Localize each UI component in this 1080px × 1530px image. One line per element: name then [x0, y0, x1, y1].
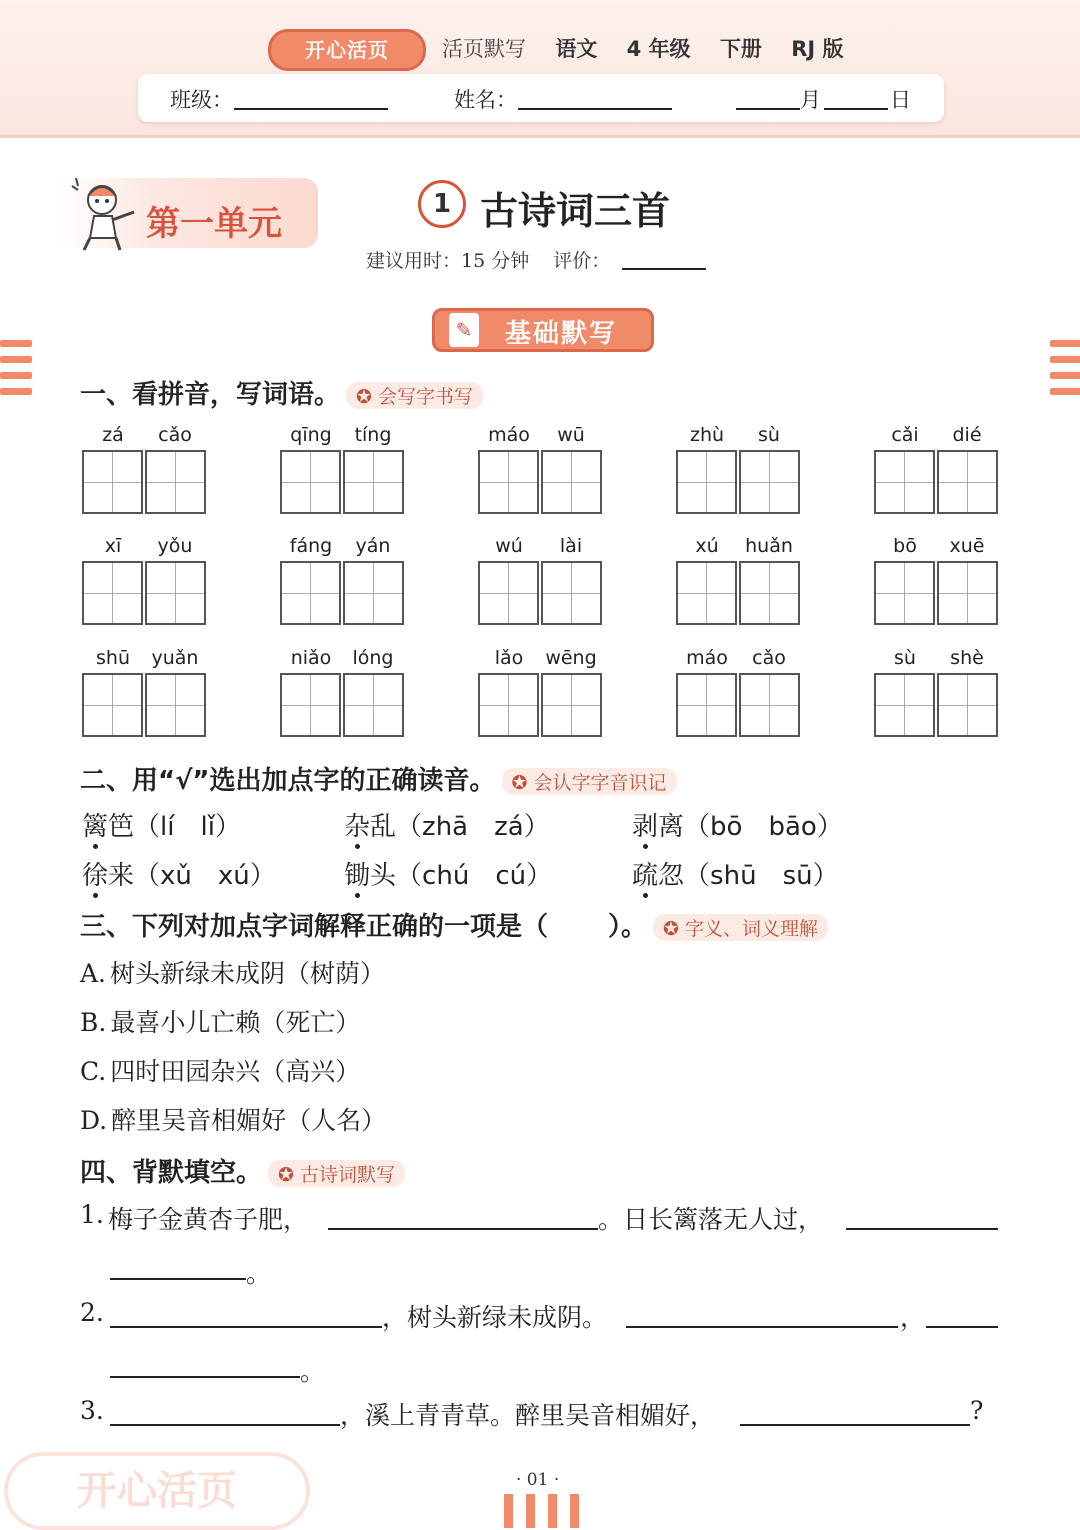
- tianzige-writing-box[interactable]: [739, 673, 800, 737]
- q4-line2-blank-3[interactable]: [926, 1326, 998, 1328]
- suggested-time: 建议用时：15 分钟: [366, 250, 530, 272]
- q4-heading-text: 四、背默填空。: [80, 1158, 263, 1188]
- pinyin-option-a[interactable]: lí: [160, 812, 175, 842]
- pinyin-label: xī: [104, 535, 122, 557]
- pinyin-option-a[interactable]: zhā: [422, 812, 469, 842]
- q3-option-letter: A.: [80, 959, 107, 988]
- pinyin-word-box: [874, 535, 1000, 627]
- q4-line2-blank-2[interactable]: [626, 1326, 898, 1328]
- tianzige-writing-box[interactable]: [676, 561, 737, 625]
- pinyin-word-box: [280, 424, 406, 516]
- tianzige-writing-box[interactable]: [874, 561, 935, 625]
- pinyin-option-a[interactable]: shū: [710, 861, 757, 891]
- pinyin-label: cǎi: [891, 424, 919, 446]
- pinyin-label: yǒu: [157, 535, 193, 557]
- pinyin-word-box: [478, 535, 604, 627]
- pinyin-word-box: [82, 647, 208, 739]
- evaluation-label: 评价：: [553, 250, 611, 272]
- lesson-meta: [366, 246, 610, 273]
- q1-heading: [80, 374, 483, 411]
- pinyin-label: niǎo: [290, 647, 332, 669]
- tianzige-writing-box[interactable]: [937, 673, 998, 737]
- pronunciation-choice: 疏忽（shū sū）: [632, 861, 839, 891]
- tianzige-writing-box[interactable]: [82, 673, 143, 737]
- q4-line2-num: 2.: [80, 1298, 104, 1327]
- q4-heading: [80, 1152, 405, 1189]
- tianzige-writing-box[interactable]: [874, 450, 935, 514]
- q4-line2-blank-1[interactable]: [110, 1326, 382, 1328]
- tianzige-writing-box[interactable]: [145, 450, 206, 514]
- tianzige-writing-box[interactable]: [145, 561, 206, 625]
- q2-tag-text: 会认字字音识记: [533, 772, 667, 794]
- section-title: 基础默写: [505, 319, 618, 349]
- pinyin-word-box: [478, 647, 604, 739]
- pinyin-word-box: [676, 424, 802, 516]
- q4-tag-text: 古诗词默写: [299, 1164, 395, 1186]
- pinyin-label: yán: [355, 535, 391, 557]
- pinyin-label: xú: [695, 535, 719, 557]
- pinyin-option-b[interactable]: zá: [494, 812, 524, 842]
- q4-line2-end: 。: [300, 1357, 326, 1386]
- name-label: 姓名：: [454, 88, 517, 112]
- section-badge: [432, 308, 654, 352]
- q4-line1-blank-1[interactable]: [328, 1228, 598, 1230]
- lesson-title: 古诗词三首: [480, 189, 671, 233]
- pinyin-label: máo: [686, 647, 728, 669]
- pinyin-label: qīng: [290, 424, 332, 446]
- tianzige-writing-box[interactable]: [82, 561, 143, 625]
- pronunciation-choice: 剥离（bō bāo）: [632, 812, 843, 842]
- volume: 下册: [719, 37, 762, 61]
- pinyin-label: zá: [102, 424, 124, 446]
- grade: 4 年级: [626, 37, 691, 61]
- pinyin-option-b[interactable]: sū: [782, 861, 813, 891]
- dotted-character: 剥: [632, 812, 659, 842]
- tianzige-writing-box[interactable]: [478, 673, 539, 737]
- q2-heading: [80, 760, 677, 797]
- word-character: 来: [108, 861, 135, 891]
- pinyin-label: tíng: [354, 424, 392, 446]
- day-field[interactable]: [824, 108, 888, 110]
- pinyin-word-box: [676, 535, 802, 627]
- tianzige-writing-box[interactable]: [478, 450, 539, 514]
- pinyin-label: lài: [559, 535, 583, 557]
- q3-heading-end: ）。: [608, 912, 648, 942]
- subject: 语文: [555, 37, 598, 61]
- word-character: 离: [658, 812, 685, 842]
- q3-option-text: 四时田园杂兴: [110, 1057, 261, 1086]
- pinyin-label: fáng: [289, 535, 333, 557]
- pinyin-label: dié: [952, 424, 982, 446]
- tianzige-writing-box[interactable]: [280, 561, 341, 625]
- q1-tag: ✪ 会写字书写: [346, 382, 483, 409]
- dotted-character: 徐: [82, 861, 109, 891]
- q3-option-letter: D.: [80, 1106, 108, 1135]
- pinyin-word-box: [874, 647, 1000, 739]
- tianzige-writing-box[interactable]: [478, 561, 539, 625]
- pinyin-label: shū: [96, 647, 130, 669]
- class-label: 班级：: [170, 88, 233, 112]
- evaluation-field[interactable]: [622, 268, 706, 270]
- q3-option-note: （死亡）: [260, 1008, 361, 1037]
- tianzige-writing-box[interactable]: [343, 561, 404, 625]
- q4-line3-blank-2[interactable]: [740, 1424, 970, 1426]
- word-character: 忽: [658, 861, 685, 891]
- tianzige-writing-box[interactable]: [541, 450, 602, 514]
- pinyin-label: lǎo: [494, 647, 524, 669]
- pinyin-label: yuǎn: [151, 647, 199, 669]
- q3-heading: [80, 906, 828, 943]
- q3-option-letter: B.: [80, 1008, 107, 1037]
- pinyin-label: wū: [557, 424, 585, 446]
- word-character: 乱: [370, 812, 397, 842]
- q1-heading-text: 一、看拼音，写词语。: [80, 380, 341, 410]
- edition: RJ 版: [791, 37, 844, 61]
- pinyin-option-a[interactable]: xǔ: [160, 861, 192, 891]
- tianzige-writing-box[interactable]: [937, 450, 998, 514]
- tianzige-writing-box[interactable]: [676, 450, 737, 514]
- pronunciation-choice: 杂乱（zhā zá）: [344, 812, 550, 842]
- q4-line2-text-b: ，: [900, 1303, 926, 1332]
- q4-line3-end: ?: [970, 1396, 984, 1425]
- q4-line3-text-a: ，溪上青青草。醉里吴音相媚好，: [340, 1401, 716, 1430]
- q3-tag: ✪ 字义、词义理解: [653, 914, 828, 941]
- tianzige-writing-box[interactable]: [343, 673, 404, 737]
- header-meta: [442, 33, 865, 63]
- brand-logo: 开心活页: [268, 29, 426, 71]
- unit-label: 第一单元: [146, 204, 282, 244]
- pinyin-label: bō: [893, 535, 917, 557]
- pinyin-label: sù: [894, 647, 916, 669]
- q4-line1-blank-3[interactable]: [110, 1278, 246, 1280]
- q4-line3-num: 3.: [80, 1396, 104, 1425]
- pinyin-word-box: [280, 647, 406, 739]
- right-edge-marks: [1050, 340, 1080, 404]
- q2-tag: ✪ 会认字字音识记: [502, 768, 677, 795]
- q4-line1-text-b: 。日长篱落无人过，: [598, 1205, 824, 1234]
- pinyin-word-box: [280, 535, 406, 627]
- pinyin-label: cǎo: [752, 647, 786, 669]
- q3-option-text: 树头新绿未成阴: [110, 959, 286, 988]
- tianzige-writing-box[interactable]: [874, 673, 935, 737]
- q3-option[interactable]: [80, 954, 385, 990]
- pinyin-word-box: [478, 424, 604, 516]
- page-number: · 01 ·: [516, 1470, 560, 1490]
- lesson-number: 1: [418, 180, 466, 228]
- pinyin-label: sù: [758, 424, 780, 446]
- pinyin-word-box: [676, 647, 802, 739]
- word-character: 笆: [108, 812, 135, 842]
- name-field[interactable]: [518, 108, 672, 110]
- tianzige-writing-box[interactable]: [145, 673, 206, 737]
- month-field[interactable]: [736, 108, 800, 110]
- pinyin-label: máo: [488, 424, 530, 446]
- q4-line1-end: 。: [246, 1259, 272, 1288]
- tianzige-writing-box[interactable]: [937, 561, 998, 625]
- pinyin-word-box: [82, 535, 208, 627]
- q4-line1-num: 1.: [80, 1200, 104, 1229]
- dotted-character: 杂: [344, 812, 371, 842]
- q4-line1-text-a: 梅子金黄杏子肥，: [108, 1205, 309, 1234]
- tianzige-writing-box[interactable]: [541, 673, 602, 737]
- watermark-logo: 开心活页: [4, 1452, 310, 1530]
- q3-option[interactable]: [80, 1052, 360, 1088]
- q3-option-note: （树荫）: [285, 959, 386, 988]
- pronunciation-choice: 徐来（xǔ xú）: [82, 861, 276, 891]
- q4-line1-blank-2[interactable]: [846, 1228, 998, 1230]
- pronunciation-choice: 篱笆（lí lǐ）: [82, 812, 241, 842]
- pinyin-label: lóng: [352, 647, 394, 669]
- q1-tag-text: 会写字书写: [377, 386, 473, 408]
- product-name: 活页默写: [442, 37, 526, 61]
- class-field[interactable]: [234, 108, 388, 110]
- dotted-character: 锄: [344, 861, 371, 891]
- pinyin-option-a[interactable]: bō: [710, 812, 743, 842]
- pinyin-label: shè: [950, 647, 984, 669]
- q4-line3-blank-1[interactable]: [110, 1424, 340, 1426]
- tianzige-writing-box[interactable]: [739, 450, 800, 514]
- pinyin-option-a[interactable]: chú: [422, 861, 470, 891]
- pinyin-label: zhù: [689, 424, 725, 446]
- q3-option-text: 醉里吴音相媚好: [111, 1106, 287, 1135]
- dotted-character: 疏: [632, 861, 659, 891]
- pinyin-label: cǎo: [158, 424, 192, 446]
- mascot-icon: [66, 176, 144, 254]
- pinyin-label: huǎn: [745, 535, 793, 557]
- day-label: 日: [890, 88, 911, 112]
- q3-option[interactable]: [80, 1101, 386, 1137]
- q4-line2-blank-4[interactable]: [110, 1376, 300, 1378]
- tianzige-writing-box[interactable]: [739, 561, 800, 625]
- dotted-character: 篱: [82, 812, 109, 842]
- word-character: 头: [370, 861, 397, 891]
- left-edge-marks: [0, 340, 32, 404]
- pinyin-option-b[interactable]: cú: [495, 861, 527, 891]
- q4-tag: ✪ 古诗词默写: [268, 1160, 405, 1187]
- tianzige-writing-box[interactable]: [280, 673, 341, 737]
- pinyin-option-b[interactable]: lǐ: [200, 812, 215, 842]
- tianzige-writing-box[interactable]: [280, 450, 341, 514]
- q3-option-text: 最喜小儿亡赖: [110, 1008, 261, 1037]
- pinyin-word-box: [82, 424, 208, 516]
- pinyin-word-box: [874, 424, 1000, 516]
- tianzige-writing-box[interactable]: [541, 561, 602, 625]
- pinyin-label: wēng: [545, 647, 597, 669]
- tianzige-writing-box[interactable]: [343, 450, 404, 514]
- q3-option-note: （高兴）: [260, 1057, 361, 1086]
- q4-line2-text-a: ，树头新绿未成阴。: [382, 1303, 608, 1332]
- q3-heading-text: 三、下列对加点字词解释正确的一项是（: [80, 912, 549, 942]
- q3-option-note: （人名）: [286, 1106, 387, 1135]
- student-info-card: [138, 74, 944, 122]
- pinyin-label: xuē: [949, 535, 985, 557]
- tianzige-writing-box[interactable]: [82, 450, 143, 514]
- q3-option-letter: C.: [80, 1057, 107, 1086]
- pinyin-label: wú: [495, 535, 523, 557]
- pen-icon: ✎: [449, 313, 479, 347]
- pronunciation-choice: 锄头（chú cú）: [344, 861, 553, 891]
- q3-option[interactable]: [80, 1003, 360, 1039]
- month-label: 月: [800, 88, 821, 112]
- q3-tag-text: 字义、词义理解: [685, 918, 819, 940]
- tianzige-writing-box[interactable]: [676, 673, 737, 737]
- pinyin-option-b[interactable]: bāo: [768, 812, 817, 842]
- pinyin-option-b[interactable]: xú: [217, 861, 250, 891]
- q2-heading-text: 二、用“√”选出加点字的正确读音。: [80, 766, 496, 796]
